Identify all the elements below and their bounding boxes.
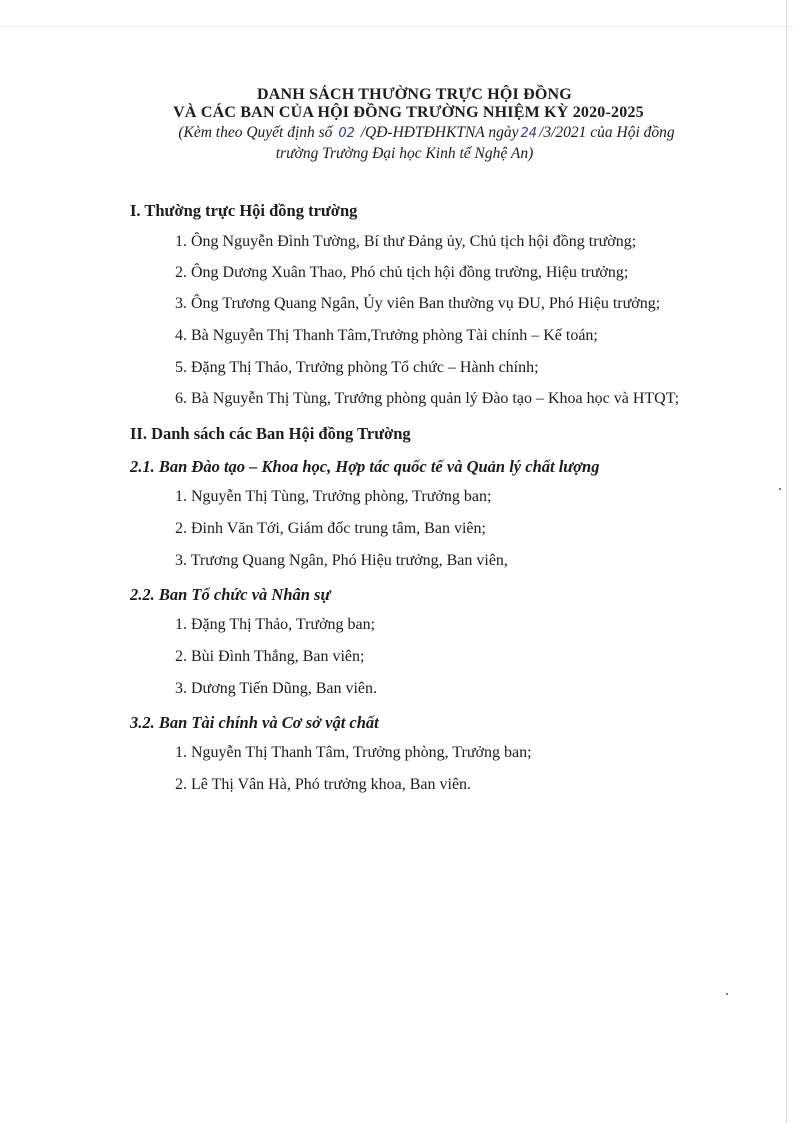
subsection-2-2-heading: 2.2. Ban Tổ chức và Nhân sự (130, 585, 331, 604)
subsection-2-2-item-3: 3. Dương Tiến Dũng, Ban viên. (175, 680, 378, 697)
decision-number-handwritten: 02 (338, 126, 355, 141)
document-title-line2: VÀ CÁC BAN CỦA HỘI ĐỒNG TRƯỜNG NHIỆM KỲ 2020-2025 (173, 104, 644, 121)
subtitle-line2: trường Trường Đại học Kinh tế Nghệ An) (275, 145, 534, 162)
section1-item-4: 4. Bà Nguyễn Thị Thanh Tâm,Trưởng phòng Tài chính – Kế toán; (175, 327, 598, 344)
subsection-2-2-item-1: 1. Đặng Thị Thảo, Trưởng ban; (175, 616, 376, 633)
subtitle-line1 (30, 124, 793, 142)
document-title-line1: DANH SÁCH THƯỜNG TRỰC HỘI ĐỒNG (257, 86, 572, 103)
subsection-3-2-item-1: 1. Nguyễn Thị Thanh Tâm, Trưởng phòng, Trưởng ban; (175, 744, 532, 761)
subsection-3-2-item-2: 2. Lê Thị Vân Hà, Phó trưởng khoa, Ban viên. (175, 776, 472, 793)
subsection-2-1-item-2: 2. Đinh Văn Tới, Giám đốc trung tâm, Ban viên; (175, 520, 486, 537)
section1-item-6: 6. Bà Nguyễn Thị Tùng, Trưởng phòng quản lý Đào tạo – Khoa học và HTQT; (175, 390, 680, 407)
section2-heading: II. Danh sách các Ban Hội đồng Trường (130, 424, 411, 443)
subsection-3-2-heading: 3.2. Ban Tài chính và Cơ sở vật chất (130, 713, 379, 732)
subsection-2-1-item-3: 3. Trương Quang Ngân, Phó Hiệu trưởng, Ban viên, (175, 552, 508, 569)
subsection-2-1-item-1: 1. Nguyễn Thị Tùng, Trưởng phòng, Trưởng ban; (175, 488, 492, 505)
section1-heading: I. Thường trực Hội đồng trường (130, 201, 358, 220)
subsection-2-1-heading: 2.1. Ban Đào tạo – Khoa học, Hợp tác quốc tế và Quản lý chất lượng (130, 457, 600, 476)
section1-item-5: 5. Đặng Thị Thảo, Trưởng phòng Tổ chức – Hành chính; (175, 359, 539, 376)
section1-item-1: 1. Ông Nguyễn Đình Tường, Bí thư Đảng ủy, Chủ tịch hội đồng trường; (175, 233, 637, 250)
subtitle-part1: (Kèm theo Quyết định số (178, 124, 333, 141)
scan-speck (726, 993, 728, 995)
scan-edge-right (786, 0, 787, 1123)
subtitle-part2: /QĐ-HĐTĐHKTNA ngày (360, 124, 519, 141)
section1-item-2: 2. Ông Dương Xuân Thao, Phó chủ tịch hội đồng trường, Hiệu trưởng; (175, 264, 629, 281)
section1-item-3: 3. Ông Trương Quang Ngân, Ủy viên Ban thường vụ ĐU, Phó Hiệu trưởng; (175, 295, 661, 312)
subsection-2-2-item-2: 2. Bùi Đình Thắng, Ban viên; (175, 648, 365, 665)
subtitle-part3: /3/2021 của Hội đồng (539, 124, 675, 141)
scan-speck (779, 488, 781, 490)
decision-day-handwritten: 24 (520, 126, 538, 141)
scan-edge-top (0, 26, 793, 27)
